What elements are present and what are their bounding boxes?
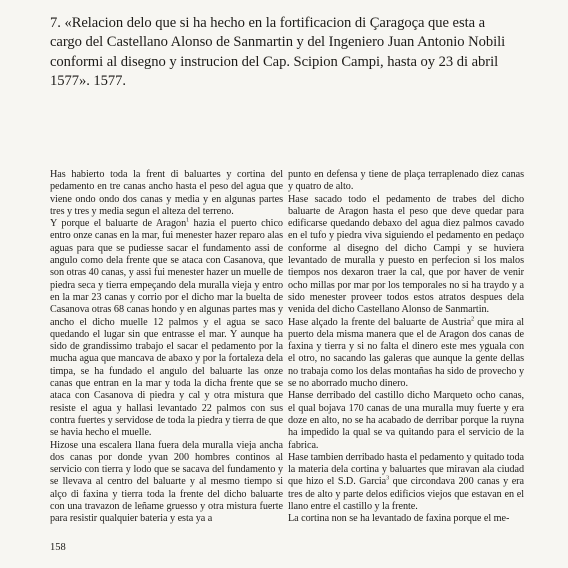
paragraph-text: Y porque el baluarte de Aragon <box>50 218 187 230</box>
paragraph: La cortina non se ha levantado de faxina porque el me- <box>288 513 510 525</box>
paragraph <box>288 452 524 513</box>
footnote-marker: 1 <box>186 217 190 224</box>
paragraph-text: Hase tambien derribado hasta el pedamento y quitado toda la materia dela cortina y baluartes que miravan ala ciudad que hizo el S.D. Garcia <box>288 451 524 488</box>
footnote-marker: 2 <box>471 316 475 323</box>
paragraph: Hizose una escalera llana fuera dela muralla vieja ancha dos canas por donde yvan 200 hombres continos al servicio con tierra y lodo que se sacava del fundamento y se llevava al centro del baluarte y al mesmo tiempo si alço di faxina y tierra toda la frente del dicho baluarte con una travazon de leñame gruesso y otra mistura fuerte para resistir qualquier bateria y esta ya a <box>50 439 283 525</box>
paragraph-text: hazia el puerto chico entro onze canas en la mar, fui menester hazer reparo alas aguas para que se pudiesse sacar el fundamento assi de angulo como dela frente que se ataca con Casanova, que son otras 40 canas, y assi fui menester hazer un muelle de piedra seca y tierra empeçando dela muralla vieja y entro en la mar 23 canas y corrio por el dicho mar la buelta de Casanova otras 68 canas hondo y en algunas partes mas y ancho el dicho muelle 12 palmos y el agua se saco quedando el lugar sin que entrasse el mar. Y aunque ha sido de grandissimo trabajo el sacar el pedamento por la mucha agua que mancava de abaxo y por la fortaleza dela timpa, se ha fundado el angulo del baluarte las onze canas que entran en la mar y toda la dicha frente que se ataca con Casanova di piedra y cal y otra mistura que resiste el agua y hallasi levantado 22 palmos con sus contra fuertes y servidose de toda la piedra y tierra de que se havia hecho el muelle. <box>50 218 283 439</box>
paragraph-text: que circondava 200 canas y era tres de alto y parte delos edificios viejos que estavan en el llano entre el castillo y la frente. <box>288 476 525 513</box>
paragraph: Hanse derribado del castillo dicho Marqueto ocho canas, el qual bojava 170 canas de una muralla muy fuerte y era doze en alto, no se ha acabado de derribar porque la ruyna ha impedido la qual se va quitando para el servicio de la fabrica. <box>288 390 524 451</box>
paragraph <box>288 317 524 391</box>
paragraph-text: Hase alçado la frente del baluarte de Austria <box>288 316 472 328</box>
footnote-marker: 3 <box>386 476 390 483</box>
paragraph: Has habierto toda la frent di baluartes y cortina del pedamento en tre canas ancho hasta el peso del agua que viene ondo ondo dos canas y media y en algunas partes tres y tres y media segun el alteza del terreno. <box>50 169 283 217</box>
right-text-column <box>288 169 524 526</box>
document-heading: 7. «Relacion delo que si ha hecho en la fortificacion di Çaragoça que esta a cargo del Castellano Alonso de Sanmartin y del Ingeniero Juan Antonio Nobili conformi al disegno y instrucion del Cap. Scipion Campi, hasta oy 23 di abril 1577». 1577. <box>50 15 506 90</box>
paragraph: Hase sacado todo el pedamento de trabes del dicho baluarte de Aragon hasta el peso que deve quedar para edificarse quedando debaxo del agua diez palmos cavado en el tufo y piedra viva siguiendo el pedamento en pedaço conforme al disegno del dicho Campi y se huviera levantado de muralla y puesto en perfecion si los malos tiempos nos dexaron traer la cal, que por haver de venir ocho millas por mar por los temporales no si ha traydo y a sido menester proveer todos estos atratos despues dela venida del dicho Castellano Alonso de Sanmartin. <box>288 193 524 316</box>
paragraph <box>50 218 283 439</box>
paragraph-text: que mira al puerto dela misma manera que el de Aragon dos canas de faxina y tierra y si no falta el dinero este mes yguala con el otro, no sacando las galeras que aunque la gente dellas no trabaja como los delas montañas ha sido de provecho y se no aborrado mucho dinero. <box>288 316 524 390</box>
paragraph: punto en defensa y tiene de plaça terraplenado diez canas y quatro de alto. <box>288 169 524 193</box>
left-text-column <box>50 169 283 526</box>
page-number: 158 <box>50 542 66 553</box>
